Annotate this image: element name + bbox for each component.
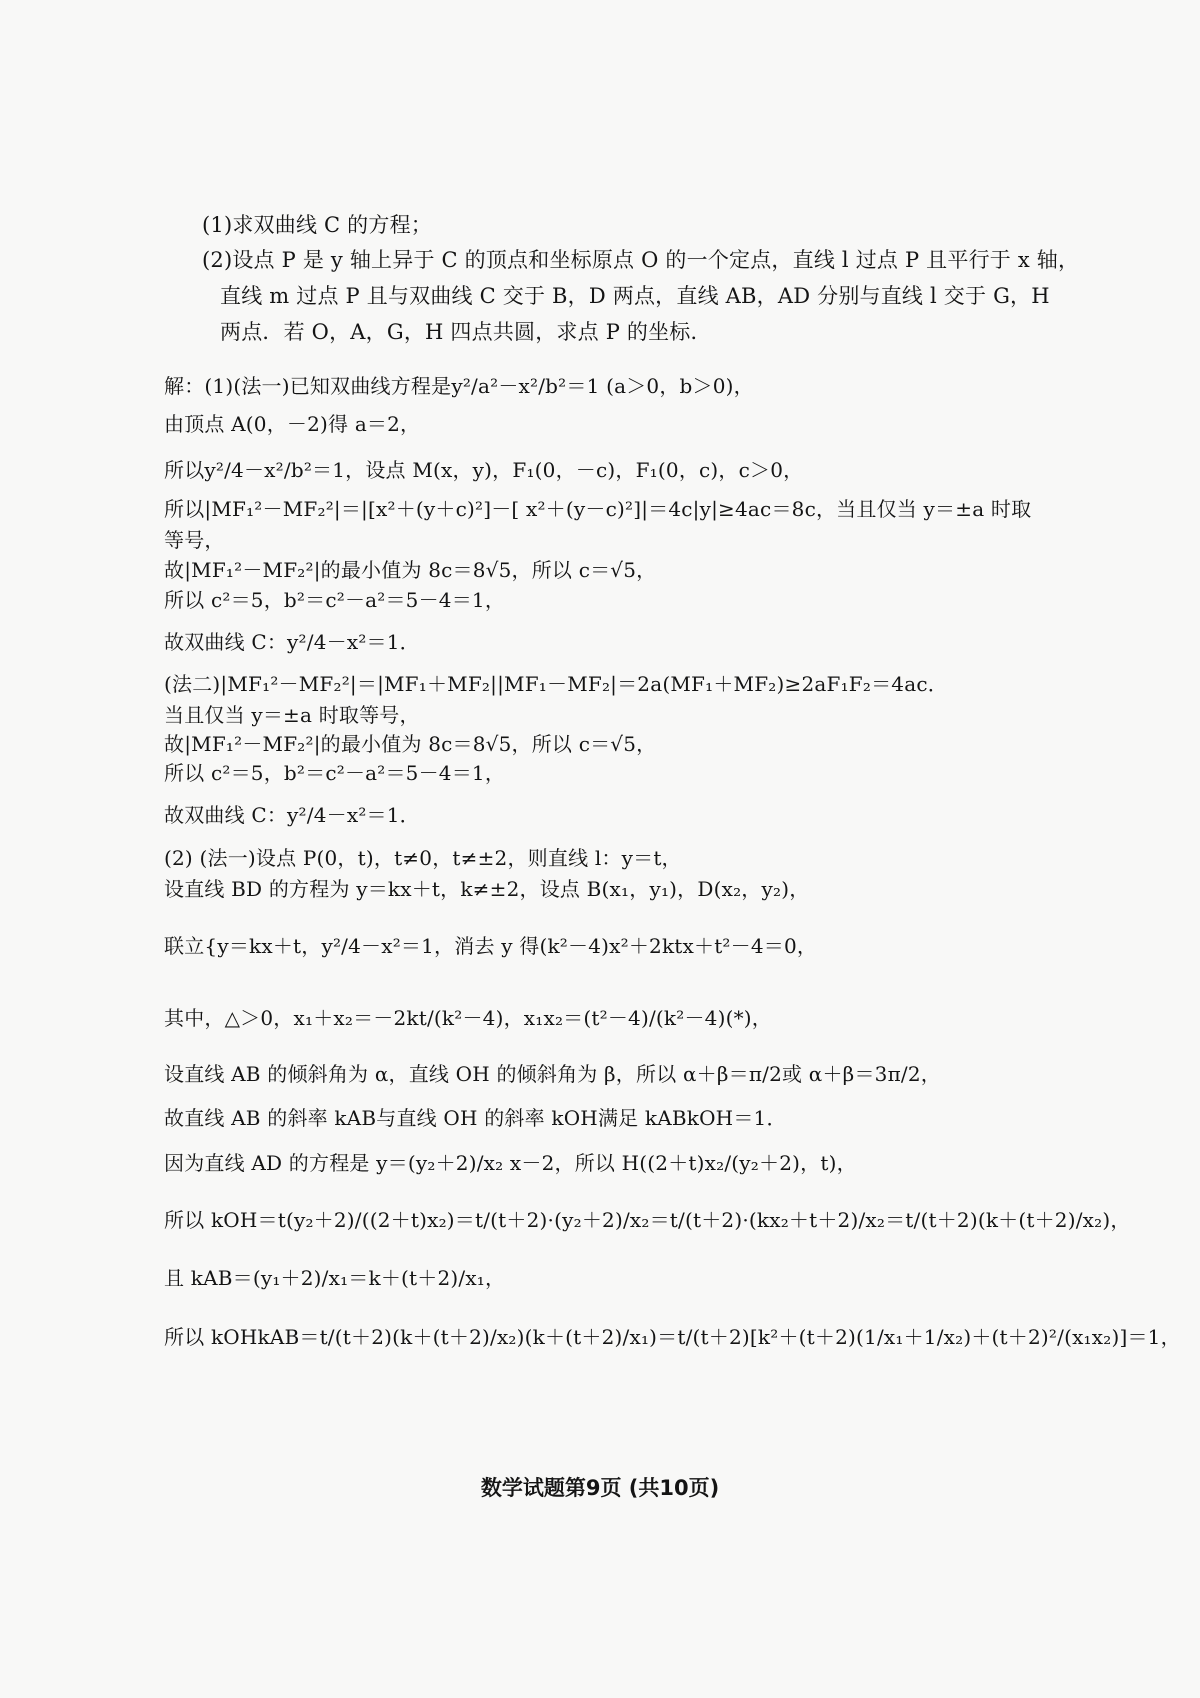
solution-line-18: 设直线 AB 的倾斜角为 α，直线 OH 的倾斜角为 β，所以 α＋β＝π/2或 α＋β＝3π/2， bbox=[164, 1062, 941, 1086]
question-item-1: (1)求双曲线 C 的方程； bbox=[202, 213, 432, 237]
solution-line-1: 解：(1)(法一)已知双曲线方程是y²/a²－x²/b²＝1 (a＞0，b＞0)， bbox=[164, 374, 754, 398]
solution-line-9: (法二)|MF₁²－MF₂²|＝|MF₁＋MF₂||MF₁－MF₂|＝2a(MF₁＋MF₂)≥2aF₁F₂＝4ac． bbox=[164, 672, 948, 696]
question-item-2-line-2: 直线 m 过点 P 且与双曲线 C 交于 B，D 两点，直线 AB，AD 分别与直线 l 交于 G，H bbox=[220, 284, 1050, 308]
solution-line-19: 故直线 AB 的斜率 kAB与直线 OH 的斜率 kOH满足 kABkOH＝1． bbox=[164, 1106, 787, 1130]
solution-line-7: 所以 c²＝5，b²＝c²－a²＝5－4＝1， bbox=[164, 588, 506, 612]
solution-line-5: 等号， bbox=[164, 528, 225, 552]
solution-line-6: 故|MF₁²－MF₂²|的最小值为 8c＝8√5，所以 c＝√5， bbox=[164, 558, 657, 582]
solution-line-11: 故|MF₁²－MF₂²|的最小值为 8c＝8√5，所以 c＝√5， bbox=[164, 732, 657, 756]
solution-line-14: (2) (法一)设点 P(0，t)，t≠0，t≠±2，则直线 l：y＝t， bbox=[164, 846, 682, 870]
solution-line-22: 且 kAB＝(y₁＋2)/x₁＝k＋(t＋2)/x₁， bbox=[164, 1266, 506, 1290]
question-item-2-line-1: (2)设点 P 是 y 轴上异于 C 的顶点和坐标原点 O 的一个定点，直线 l 过点 P 且平行于 x 轴， bbox=[202, 248, 1080, 272]
page-footer: 数学试题第9页 (共10页) bbox=[480, 1476, 720, 1500]
solution-line-21: 所以 kOH＝t(y₂＋2)/((2＋t)x₂)＝t/(t＋2)·(y₂＋2)/x₂＝t/(t＋2)·(kx₂＋t＋2)/x₂＝t/(t＋2)(k＋(t＋2)/x₂)， bbox=[164, 1208, 1131, 1232]
solution-line-12: 所以 c²＝5，b²＝c²－a²＝5－4＝1， bbox=[164, 761, 506, 785]
solution-line-4: 所以|MF₁²－MF₂²|＝|[x²＋(y＋c)²]－[ x²＋(y－c)²]|＝4c|y|≥4ac＝8c，当且仅当 y＝±a 时取 bbox=[164, 497, 1032, 521]
question-item-2-line-3: 两点．若 O，A，G，H 四点共圆，求点 P 的坐标． bbox=[220, 320, 712, 344]
solution-line-20: 因为直线 AD 的方程是 y＝(y₂＋2)/x₂ x－2，所以 H((2＋t)x₂/(y₂＋2)，t)， bbox=[164, 1151, 857, 1175]
solution-line-8: 故双曲线 C：y²/4－x²＝1． bbox=[164, 630, 420, 654]
solution-line-17: 其中，△＞0，x₁＋x₂＝－2kt/(k²－4)，x₁x₂＝(t²－4)/(k²－4)(*)， bbox=[164, 1006, 772, 1030]
solution-line-16: 联立{y＝kx＋t，y²/4－x²＝1，消去 y 得(k²－4)x²＋2ktx＋t²－4＝0， bbox=[164, 934, 818, 958]
solution-line-10: 当且仅当 y＝±a 时取等号， bbox=[164, 703, 420, 727]
solution-line-13: 故双曲线 C：y²/4－x²＝1． bbox=[164, 803, 420, 827]
solution-line-2: 由顶点 A(0，－2)得 a＝2， bbox=[164, 412, 421, 436]
solution-line-15: 设直线 BD 的方程为 y＝kx＋t，k≠±2，设点 B(x₁，y₁)，D(x₂，y₂)， bbox=[164, 877, 810, 901]
solution-line-3: 所以y²/4－x²/b²＝1，设点 M(x，y)，F₁(0，－c)，F₁(0，c)，c＞0， bbox=[164, 458, 804, 482]
solution-line-23: 所以 kOHkAB＝t/(t＋2)(k＋(t＋2)/x₂)(k＋(t＋2)/x₁)＝t/(t＋2)[k²＋(t＋2)(1/x₁＋1/x₂)＋(t＋2)²/(x₁x₂)]＝1， bbox=[164, 1325, 1181, 1349]
